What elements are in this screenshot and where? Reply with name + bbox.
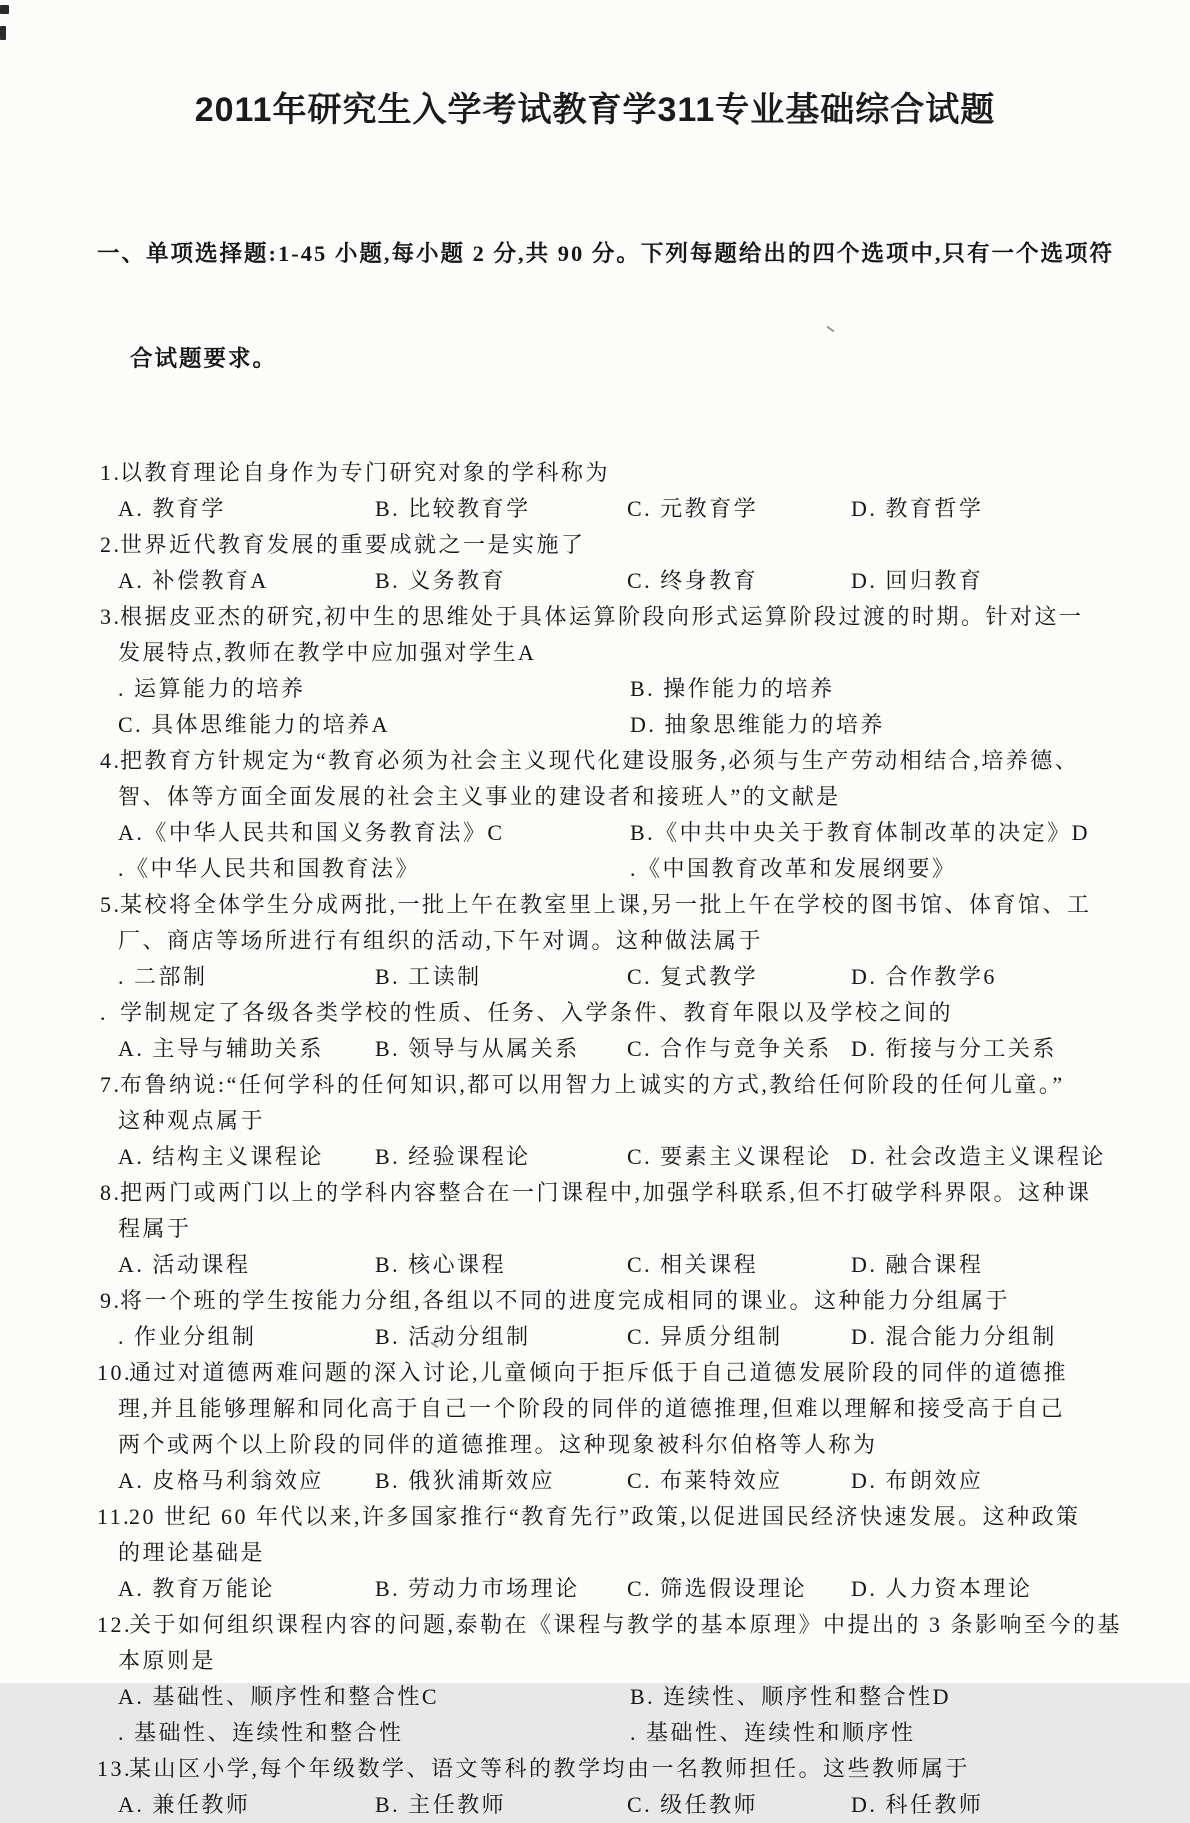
question-3-options-row2 [0, 707, 1190, 743]
option-b: B. 领导与从属关系 [375, 1036, 580, 1061]
stem-text: 程属于 [118, 1216, 192, 1241]
option-c: C. 具体思维能力的培养A [118, 712, 391, 737]
option-a: A. 活动课程 [118, 1252, 251, 1277]
option-c: C. 级任教师 [627, 1792, 759, 1817]
option-a: A. 基础性、顺序性和整合性C [118, 1684, 440, 1709]
option-d: D. 回归教育 [851, 568, 984, 593]
question-number: 12. [97, 1612, 132, 1637]
question-number: 10. [97, 1360, 132, 1385]
question-10-stem-cont2 [0, 1427, 1190, 1463]
question-4-options-row1 [0, 815, 1190, 851]
option-b: B. 主任教师 [375, 1792, 507, 1817]
question-12-options-row1 [0, 1679, 1190, 1715]
question-8-stem [0, 1175, 1190, 1211]
question-4-stem-cont [0, 779, 1190, 815]
option-d: D. 抽象思维能力的培养 [630, 712, 885, 737]
stem-text: 学制规定了各级各类学校的性质、任务、入学条件、教育年限以及学校之间的 [120, 1000, 954, 1025]
question-number: 1. [100, 460, 122, 485]
question-1-stem [0, 455, 1190, 491]
question-9-stem [0, 1283, 1190, 1319]
stem-text: 把两门或两门以上的学科内容整合在一门课程中,加强学科联系,但不打破学科界限。这种课 [120, 1180, 1092, 1205]
option-c: C. 布莱特效应 [627, 1468, 783, 1493]
option-b: B. 劳动力市场理论 [375, 1576, 580, 1601]
option-a: A.《中华人民共和国义务教育法》C [118, 820, 505, 845]
question-4-options-row2 [0, 851, 1190, 887]
stem-text: 的理论基础是 [118, 1540, 266, 1565]
stem-text: 某校将全体学生分成两批,一批上午在教室里上课,另一批上午在学校的图书馆、体育馆、工 [120, 892, 1092, 917]
question-7-options [0, 1139, 1190, 1175]
stem-text: 把教育方针规定为“教育必须为社会主义现代化建设服务,必须与生产劳动相结合,培养德、 [120, 748, 1080, 773]
question-3-stem-cont [0, 635, 1190, 671]
stem-text: 厂、商店等场所进行有组织的活动,下午对调。这种做法属于 [118, 928, 764, 953]
question-10-options [0, 1463, 1190, 1499]
option-b: B. 俄狄浦斯效应 [375, 1468, 556, 1493]
question-7-stem-cont [0, 1103, 1190, 1139]
option-d: D. 混合能力分组制 [851, 1324, 1057, 1349]
question-number: 11. [97, 1504, 132, 1529]
question-list [0, 455, 1190, 1823]
stem-text: 以教育理论自身作为专门研究对象的学科称为 [120, 460, 611, 485]
section-instructions-line2: 合试题要求。 [130, 346, 278, 371]
option-a: A. 教育学 [118, 496, 226, 521]
question-8-stem-cont [0, 1211, 1190, 1247]
page-title: 2011年研究生入学考试教育学311专业基础综合试题 [194, 91, 996, 129]
option-c: .《中华人民共和国教育法》 [118, 856, 421, 881]
option-d: D. 教育哲学 [851, 496, 984, 521]
question-number: 9. [100, 1288, 122, 1313]
question-11-stem-cont [0, 1535, 1190, 1571]
question-4-stem [0, 743, 1190, 779]
question-number: 8. [100, 1180, 122, 1205]
option-c: C. 要素主义课程论 [627, 1144, 832, 1169]
option-a: A. 结构主义课程论 [118, 1144, 324, 1169]
question-9-options [0, 1319, 1190, 1355]
option-d: .《中国教育改革和发展纲要》 [630, 856, 957, 881]
option-c: C. 相关课程 [627, 1252, 759, 1277]
option-b: B. 连续性、顺序性和整合性D [630, 1684, 952, 1709]
question-12-options-row2 [0, 1715, 1190, 1751]
question-number: 13. [97, 1756, 132, 1781]
option-b: B. 义务教育 [375, 568, 507, 593]
option-d: D. 社会改造主义课程论 [851, 1144, 1106, 1169]
option-c: C. 元教育学 [627, 496, 759, 521]
option-c: C. 复式教学 [627, 964, 759, 989]
question-number: 7. [100, 1072, 122, 1097]
option-d: . 基础性、连续性和顺序性 [630, 1720, 916, 1745]
option-d: D. 科任教师 [851, 1792, 984, 1817]
option-c: C. 合作与竞争关系 [627, 1036, 832, 1061]
option-a: . 二部制 [118, 964, 208, 989]
question-3-stem [0, 599, 1190, 635]
page-content [0, 166, 1190, 1823]
stem-text: 发展特点,教师在教学中应加强对学生A [118, 640, 537, 665]
option-c: C. 异质分组制 [627, 1324, 783, 1349]
option-b: B. 操作能力的培养 [630, 676, 835, 701]
option-a: A. 补偿教育A [118, 568, 269, 593]
option-d: D. 布朗效应 [851, 1468, 984, 1493]
question-2-options [0, 563, 1190, 599]
stem-text: 两个或两个以上阶段的同伴的道德推理。这种现象被科尔伯格等人称为 [118, 1432, 878, 1457]
question-11-stem [0, 1499, 1190, 1535]
question-11-options [0, 1571, 1190, 1607]
question-1-options [0, 491, 1190, 527]
question-number: . [100, 1000, 108, 1025]
stem-text: 20 世纪 60 年代以来,许多国家推行“教育先行”政策,以促进国民经济快速发展。这种政策 [129, 1504, 1081, 1529]
question-5-stem [0, 887, 1190, 923]
question-2-stem [0, 527, 1190, 563]
option-a: . 作业分组制 [118, 1324, 257, 1349]
option-d: D. 合作教学6 [851, 964, 997, 989]
stem-text: 某山区小学,每个年级数学、语文等科的教学均由一名教师担任。这些教师属于 [129, 1756, 971, 1781]
option-c: C. 筛选假设理论 [627, 1576, 808, 1601]
stem-text: 智、体等方面全面发展的社会主义事业的建设者和接班人”的文献是 [118, 784, 841, 809]
scan-artifact [0, 5, 9, 14]
option-b: B. 经验课程论 [375, 1144, 531, 1169]
option-c: . 基础性、连续性和整合性 [118, 1720, 404, 1745]
option-c: C. 终身教育 [627, 568, 759, 593]
stem-text: 通过对道德两难问题的深入讨论,儿童倾向于拒斥低于自己道德发展阶段的同伴的道德推 [129, 1360, 1069, 1385]
question-5-options [0, 959, 1190, 995]
option-a: A. 主导与辅助关系 [118, 1036, 324, 1061]
question-number: 3. [100, 604, 122, 629]
scan-artifact [0, 26, 6, 40]
question-10-stem-cont [0, 1391, 1190, 1427]
question-10-stem [0, 1355, 1190, 1391]
option-a: . 运算能力的培养 [118, 676, 306, 701]
option-d: D. 人力资本理论 [851, 1576, 1033, 1601]
stem-text: 世界近代教育发展的重要成就之一是实施了 [120, 532, 586, 557]
question-number: 5. [100, 892, 122, 917]
stem-text: 理,并且能够理解和同化高于自己一个阶段的同伴的道德推理,但难以理解和接受高于自己 [118, 1396, 1066, 1421]
option-b: B. 工读制 [375, 964, 482, 989]
section-instructions-line1: 一、单项选择题:1-45 小题,每小题 2 分,共 90 分。下列每题给出的四个选项中,只有一个选项符 [97, 241, 1114, 266]
question-8-options [0, 1247, 1190, 1283]
option-b: B.《中共中央关于教育体制改革的决定》D [630, 820, 1091, 845]
stem-text: 这种观点属于 [118, 1108, 266, 1133]
question-13-options [0, 1787, 1190, 1823]
stem-text: 布鲁纳说:“任何学科的任何知识,都可以用智力上诚实的方式,教给任何阶段的任何儿童。” [120, 1072, 1065, 1097]
question-number: 4. [100, 748, 122, 773]
question-3-options-row1 [0, 671, 1190, 707]
option-a: A. 教育万能论 [118, 1576, 275, 1601]
question-7-stem [0, 1067, 1190, 1103]
option-a: A. 兼任教师 [118, 1792, 251, 1817]
stem-text: 本原则是 [118, 1648, 217, 1673]
option-d: D. 融合课程 [851, 1252, 984, 1277]
option-a: A. 皮格马利翁效应 [118, 1468, 324, 1493]
question-5-stem-cont [0, 923, 1190, 959]
question-13-stem [0, 1751, 1190, 1787]
question-6-stem [0, 995, 1190, 1031]
stem-text: 关于如何组织课程内容的问题,泰勒在《课程与教学的基本原理》中提出的 3 条影响至今的基 [129, 1612, 1123, 1637]
option-b: B. 核心课程 [375, 1252, 507, 1277]
question-12-stem-cont [0, 1643, 1190, 1679]
stem-text: 根据皮亚杰的研究,初中生的思维处于具体运算阶段向形式运算阶段过渡的时期。针对这一 [120, 604, 1084, 629]
option-b: B. 比较教育学 [375, 496, 531, 521]
option-d: D. 衔接与分工关系 [851, 1036, 1057, 1061]
question-6-options [0, 1031, 1190, 1067]
section-instructions [0, 166, 1190, 446]
stem-text: 将一个班的学生按能力分组,各组以不同的进度完成相同的课业。这种能力分组属于 [120, 1288, 1011, 1313]
question-12-stem [0, 1607, 1190, 1643]
option-b: B. 活动分组制 [375, 1324, 531, 1349]
question-number: 2. [100, 532, 122, 557]
